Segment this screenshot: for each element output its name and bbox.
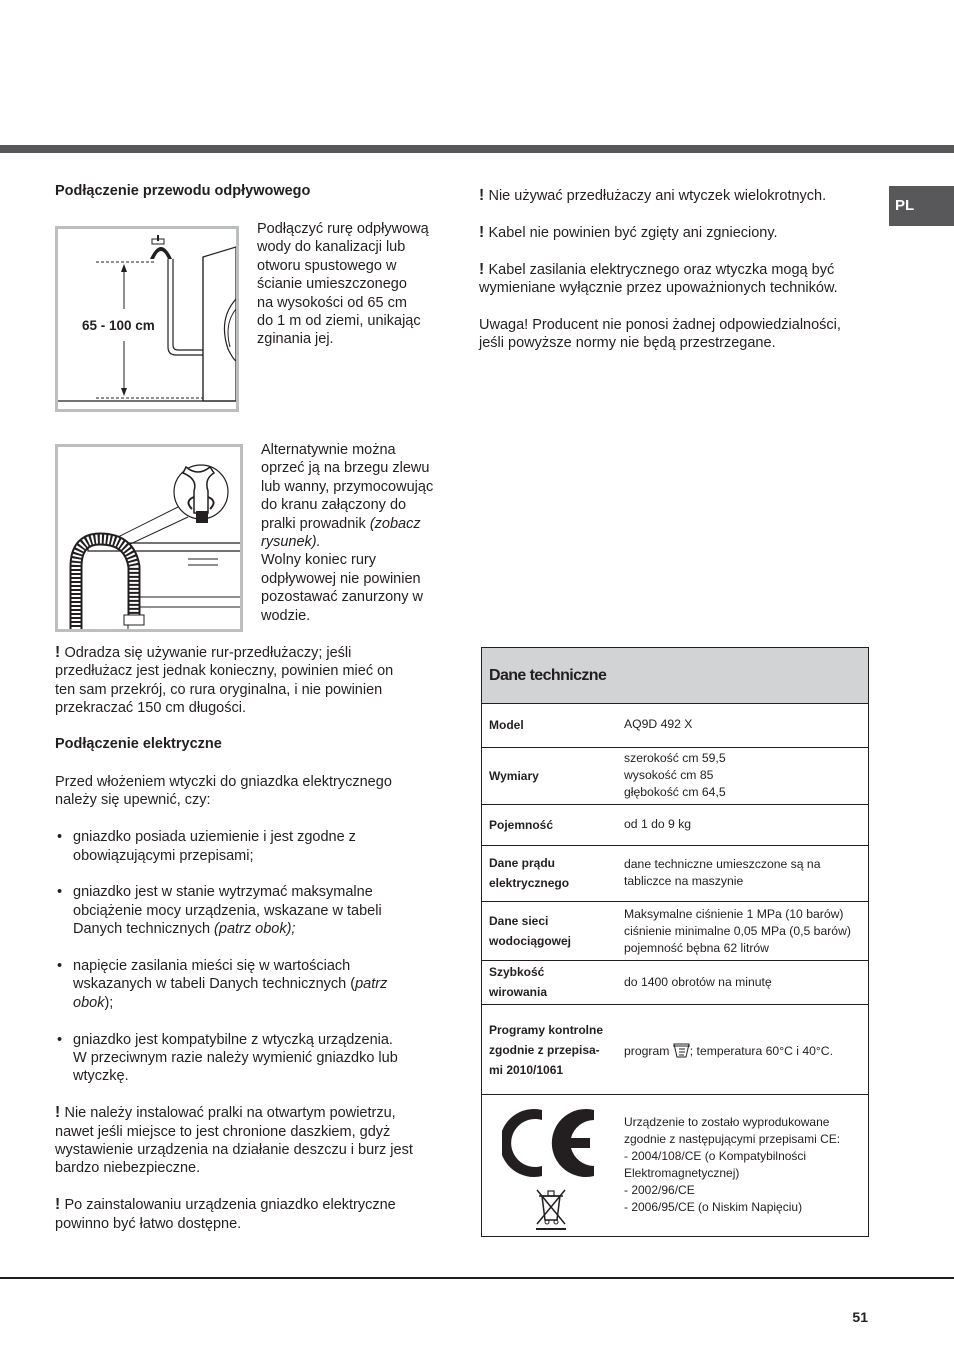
electric-section bbox=[55, 773, 475, 1251]
footer-divider bbox=[0, 1277, 954, 1279]
socket-access-warning: ! Po zainstalowaniu urządzenia gniazdko elektryczne powinno być łatwo dostępne. bbox=[55, 1196, 396, 1232]
drain-text-2: Alternatywnie można oprzeć ją na brzegu zlewu lub wanny, przymocowując do kranu załączony do pralki prowadnik (zobacz rysunek). Wolny koniec rury odpływowej nie powinien pozostawać zanurzony w wodzie. bbox=[261, 442, 434, 624]
table-row bbox=[482, 704, 868, 748]
drain-text-1: Podłączyć rurę odpływową wody do kanalizacji lub otworu spustowego w ścianie umieszczonego na wysokości od 65 cm do 1 m od ziemi, unikając zginania jej. bbox=[257, 221, 429, 348]
electric-checklist bbox=[55, 828, 475, 1086]
ce-mark-and-weee-icon bbox=[502, 1102, 600, 1230]
row-label: Dane sieci wodociągowej bbox=[489, 914, 572, 948]
drain-heading: Podłączenie przewodu odpływowego bbox=[55, 183, 311, 199]
row-value: szerokość cm 59,5 wysokość cm 85 głębokość cm 64,5 bbox=[624, 751, 726, 799]
hose-sink-figure bbox=[55, 444, 243, 632]
warning-cable-bend: ! Kabel nie powinien być zgięty ani zgnieciony. bbox=[479, 223, 778, 241]
row-value: dane techniczne umieszczone są na tabliczce na maszynie bbox=[624, 857, 821, 888]
outdoor-warning: ! Nie należy instalować pralki na otwartym powietrzu, nawet jeśli miejsce to jest chronione daszkiem, gdyż wystawienie urządzenia na działanie deszczu i burz jest bardzo niebezpieczne. bbox=[55, 1104, 413, 1177]
table-row bbox=[482, 1005, 868, 1095]
row-label: Szybkość wirowania bbox=[489, 965, 548, 999]
hose-guide-illustration bbox=[58, 447, 240, 629]
table-row bbox=[482, 902, 868, 961]
row-label: Pojemność bbox=[489, 818, 554, 832]
drain-height-figure bbox=[55, 226, 239, 412]
language-tab: PL bbox=[889, 186, 954, 226]
row-value: program ; temperatura 60°C i 40°C. bbox=[624, 1044, 833, 1058]
test-program-icon bbox=[673, 1042, 690, 1058]
list-item: • napięcie zasilania mieści się w wartościach wskazanych w tabeli Danych technicznych (patrz obok); bbox=[55, 957, 475, 1012]
row-label: Wymiary bbox=[489, 769, 539, 783]
table-row bbox=[482, 1095, 868, 1235]
page-number: 51 bbox=[852, 1309, 868, 1325]
row-value: do 1400 obrotów na minutę bbox=[624, 975, 772, 989]
table-row bbox=[482, 961, 868, 1005]
liability-note: Uwaga! Producent nie ponosi żadnej odpowiedzialności, jeśli powyższe normy nie będą przestrzegane. bbox=[479, 316, 841, 352]
technical-data-table bbox=[481, 647, 869, 1237]
row-label: Model bbox=[489, 718, 524, 732]
top-bar bbox=[0, 145, 954, 153]
ce-compliance-text: Urządzenie to zostało wyprodukowane zgodnie z następującymi przepisami CE: - 2004/108/CE (o Kompatybilności Elektromagnetycznej) - 2002/96/CE - 2006/95/CE (o Niskim Napięciu) bbox=[624, 1115, 841, 1214]
list-item: • gniazdko jest kompatybilne z wtyczką urządzenia. W przeciwnym razie należy wymienić gniazdko lub wtyczkę. bbox=[55, 1031, 475, 1086]
list-item: • gniazdko posiada uziemienie i jest zgodne z obowiązującymi przepisami; bbox=[55, 828, 475, 865]
table-row bbox=[482, 748, 868, 805]
electric-heading: Podłączenie elektryczne bbox=[55, 736, 222, 752]
height-range-label: 65 - 100 cm bbox=[82, 318, 155, 333]
table-row bbox=[482, 805, 868, 846]
list-item: • gniazdko jest w stanie wytrzymać maksymalne obciążenie mocy urządzenia, wskazane w tabeli Danych technicznych (patrz obok); bbox=[55, 883, 475, 938]
row-value: od 1 do 9 kg bbox=[624, 817, 692, 831]
extension-hose-warning: ! Odradza się używanie rur-przedłużaczy; jeśli przedłużacz jest jednak konieczny, powinien mieć on ten sam przekrój, co rura oryginalna, i nie powinien przekraczać 150 cm długości. bbox=[55, 644, 394, 717]
warning-no-extension: ! Nie używać przedłużaczy ani wtyczek wielokrotnych. bbox=[479, 187, 827, 204]
row-value: Maksymalne ciśnienie 1 MPa (10 barów) ciśnienie minimalne 0,05 MPa (0,5 barów) pojemność bębna 62 litrów bbox=[624, 907, 851, 955]
row-label: Programy kontrolne zgodnie z przepisa- mi 2010/1061 bbox=[489, 1023, 604, 1077]
technical-data-title: Dane techniczne bbox=[482, 648, 868, 704]
electric-intro: Przed włożeniem wtyczki do gniazdka elektrycznego należy się upewnić, czy: bbox=[55, 774, 392, 809]
right-warnings bbox=[479, 187, 879, 371]
row-label: Dane prądu elektrycznego bbox=[489, 856, 570, 890]
warning-cable-replace: ! Kabel zasilania elektrycznego oraz wtyczka mogą być wymieniane wyłącznie przez upoważnionych techników. bbox=[479, 260, 838, 296]
row-value: AQ9D 492 X bbox=[624, 717, 693, 731]
table-row bbox=[482, 846, 868, 902]
